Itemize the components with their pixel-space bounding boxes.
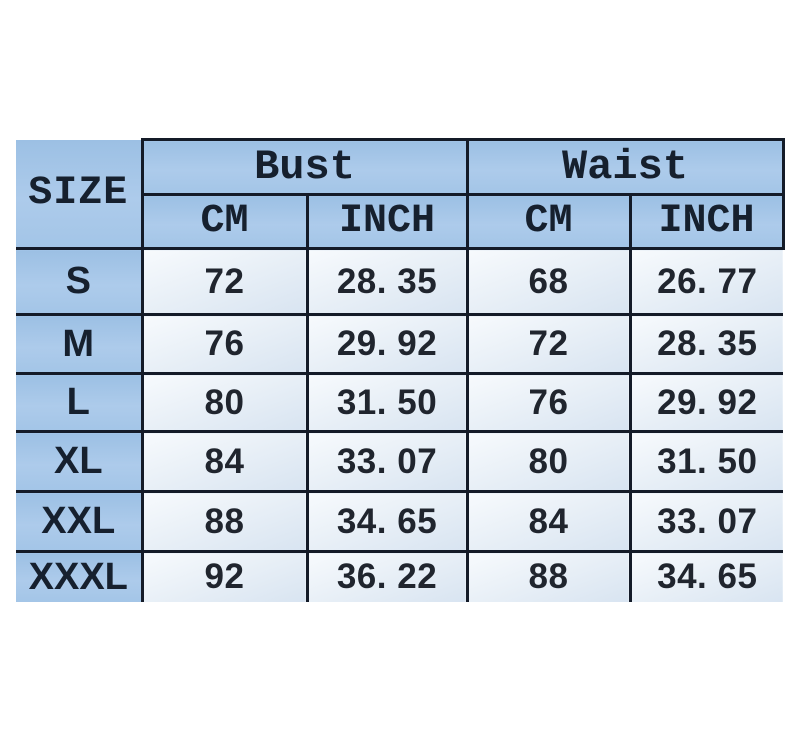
size-label: M <box>16 315 142 374</box>
bust-inch-value: 36. 22 <box>307 552 467 602</box>
waist-inch-value: 33. 07 <box>630 492 783 552</box>
size-label: XXL <box>16 492 142 552</box>
table-row <box>16 315 783 374</box>
header-waist-inch: INCH <box>630 195 783 249</box>
waist-cm-value: 68 <box>467 249 630 315</box>
table-row <box>16 249 783 315</box>
waist-inch-value: 26. 77 <box>630 249 783 315</box>
waist-cm-value: 88 <box>467 552 630 602</box>
table-row <box>16 552 783 602</box>
waist-inch-value: 31. 50 <box>630 432 783 492</box>
bust-cm-value: 76 <box>142 315 307 374</box>
header-size: SIZE <box>16 140 142 249</box>
waist-inch-value: 34. 65 <box>630 552 783 602</box>
waist-inch-value: 28. 35 <box>630 315 783 374</box>
table-row <box>16 374 783 432</box>
size-label: XL <box>16 432 142 492</box>
header-bust-inch: INCH <box>307 195 467 249</box>
header-waist-cm: CM <box>467 195 630 249</box>
bust-cm-value: 92 <box>142 552 307 602</box>
waist-cm-value: 80 <box>467 432 630 492</box>
header-bust-cm: CM <box>142 195 307 249</box>
header-waist: Waist <box>467 140 783 195</box>
header-bust: Bust <box>142 140 467 195</box>
size-label: S <box>16 249 142 315</box>
bust-inch-value: 29. 92 <box>307 315 467 374</box>
header-group-row <box>16 140 783 195</box>
bust-inch-value: 34. 65 <box>307 492 467 552</box>
bust-cm-value: 84 <box>142 432 307 492</box>
bust-cm-value: 88 <box>142 492 307 552</box>
bust-inch-value: 31. 50 <box>307 374 467 432</box>
bust-inch-value: 33. 07 <box>307 432 467 492</box>
bust-cm-value: 80 <box>142 374 307 432</box>
waist-cm-value: 84 <box>467 492 630 552</box>
size-label: L <box>16 374 142 432</box>
bust-inch-value: 28. 35 <box>307 249 467 315</box>
size-label: XXXL <box>16 552 142 602</box>
bust-cm-value: 72 <box>142 249 307 315</box>
waist-cm-value: 72 <box>467 315 630 374</box>
table-row <box>16 492 783 552</box>
waist-inch-value: 29. 92 <box>630 374 783 432</box>
size-chart-table <box>16 138 785 602</box>
table-row <box>16 432 783 492</box>
waist-cm-value: 76 <box>467 374 630 432</box>
